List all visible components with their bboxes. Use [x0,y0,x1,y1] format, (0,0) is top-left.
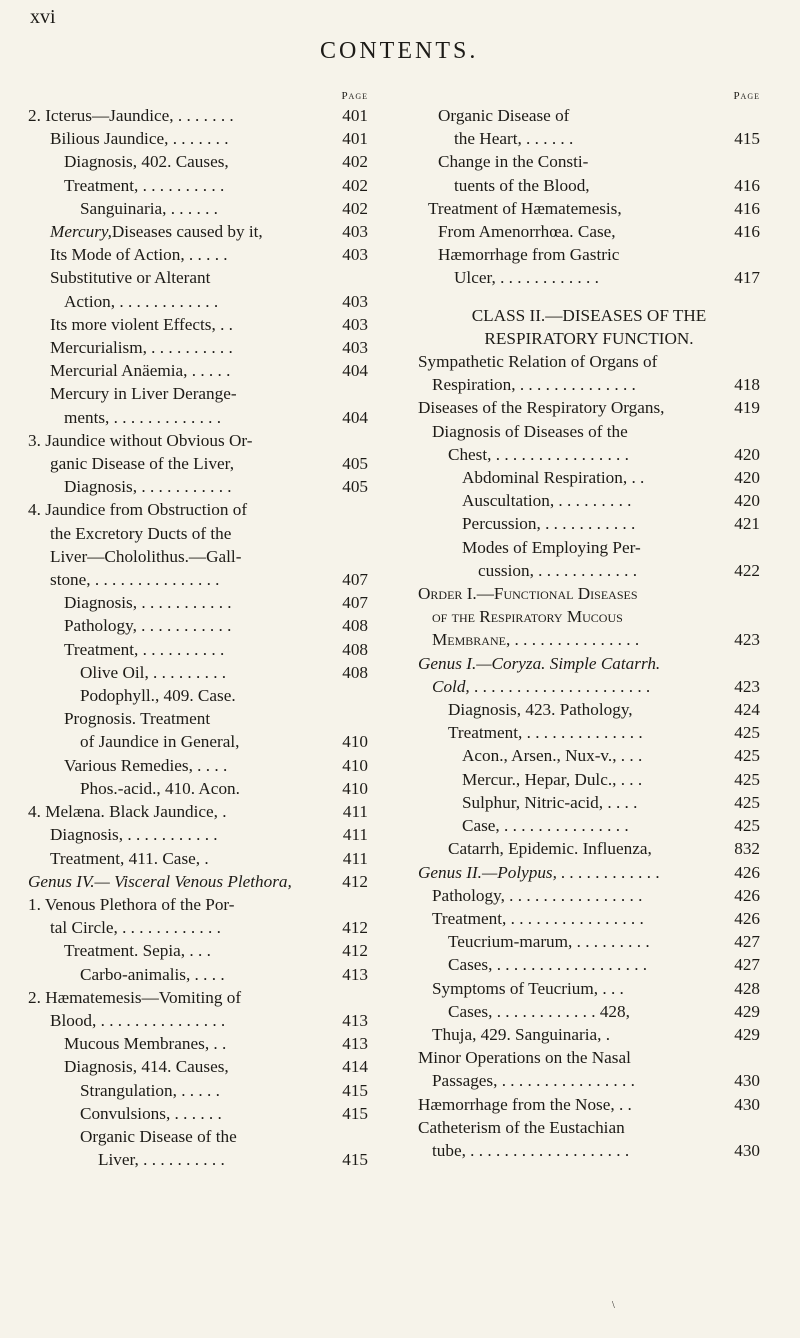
toc-entry [28,963,368,986]
toc-entry-text: Diagnosis, . . . . . . . . . . . [64,477,232,497]
toc-entry-page: 407 [342,570,368,590]
toc-entry [418,1000,760,1023]
toc-entry-text: Genus I.—Coryza. Simple Catarrh. [418,653,661,673]
toc-entry-text: 3. Jaundice without Obvious Or- [28,430,253,450]
footer-mark: \ [612,1300,615,1311]
toc-entry-text: Treatment. Sepia, . . . [64,941,211,961]
toc-entry-text: Minor Operations on the Nasal [418,1048,631,1068]
toc-entry [28,684,368,707]
toc-entry [418,174,760,197]
toc-entry-page: 425 [734,769,760,789]
toc-entry-text: Diagnosis of Diseases of the [432,421,628,441]
toc-entry-text: Thuja, 429. Sanguinaria, . [432,1024,611,1044]
toc-entry-text: 1. Venous Plethora of the Por- [28,894,235,914]
toc-entry-page: 427 [734,932,760,952]
toc-entry [418,582,760,605]
toc-entry-text: stone, . . . . . . . . . . . . . . . [50,570,220,590]
toc-entry-text: Olive Oil, . . . . . . . . . [80,662,227,682]
toc-entry-text: Organic Disease of [438,106,570,125]
toc-entry [28,313,368,336]
toc-entry-page: 429 [734,1024,760,1044]
toc-entry-text: Treatment, . . . . . . . . . . . . . . [448,723,643,743]
page-column-label: Page [341,90,368,102]
toc-entry [418,605,760,628]
toc-entry [28,1009,368,1032]
toc-entry [28,1032,368,1055]
toc-entry [418,420,760,443]
toc-entry-text: Membrane, . . . . . . . . . . . . . . . [432,630,640,650]
toc-entry-page: 403 [342,338,368,358]
toc-entry-text: Catarrh, Epidemic. Influenza, [448,839,652,859]
toc-entry-text: Teucrium-marum, . . . . . . . . . [448,932,650,952]
toc-entry-text: Mercury in Liver Derange- [50,384,237,404]
toc-entry-page: 424 [734,700,760,720]
toc-entry-page: 416 [734,175,760,195]
toc-entry-text: Symptoms of Teucrium, . . . [432,978,624,998]
toc-entry [28,1148,368,1171]
toc-entry [418,977,760,1000]
toc-entry-text: Hæmorrhage from Gastric [438,245,620,265]
toc-entry [28,638,368,661]
toc-entry-page: 415 [342,1103,368,1123]
toc-entry-text: Abdominal Respiration, . . [462,468,645,488]
toc-entry-text: Liver, . . . . . . . . . . [98,1150,225,1170]
right-column [418,90,760,1162]
toc-entry [418,512,760,535]
toc-entry [28,522,368,545]
toc-entry-text: Chest, . . . . . . . . . . . . . . . . [448,444,629,464]
toc-entry-text: Phos.-acid., 410. Acon. [80,778,240,798]
toc-entry-page: 410 [342,778,368,798]
toc-entry-page: 425 [734,816,760,836]
toc-entry-text: Cases, . . . . . . . . . . . . . . . . . . [448,955,648,975]
toc-entry-text: cussion, . . . . . . . . . . . . [478,560,637,580]
toc-entry-text: Order I.—Functional Diseases [418,584,638,604]
toc-entry [28,1102,368,1125]
toc-entry [28,150,368,173]
toc-entry-text: Pathology, . . . . . . . . . . . . . . . . [432,885,643,905]
toc-entry [28,104,368,127]
toc-entry-text: Catheterism of the Eustachian [418,1117,625,1137]
toc-entry-text: From Amenorrhœa. Case, [438,222,616,242]
toc-entry-text: ments, . . . . . . . . . . . . . [64,407,222,427]
toc-entry [28,847,368,870]
toc-entry-page: 410 [342,755,368,775]
toc-entry-text: Organic Disease of the [80,1126,237,1146]
toc-entry-text: Cases, . . . . . . . . . . . . 428, [448,1001,630,1021]
toc-entry-page: 426 [734,908,760,928]
toc-entry-page: 408 [342,639,368,659]
toc-entry-page: 421 [734,514,760,534]
toc-entry-page: 415 [342,1150,368,1170]
toc-entry-page: 401 [342,129,368,149]
toc-entry-text: Genus II.—Polypus, . . . . . . . . . . . . [418,862,661,882]
toc-entry [28,800,368,823]
toc-entry [28,382,368,405]
toc-entry-page: 427 [734,955,760,975]
toc-entry-text: Action, . . . . . . . . . . . . [64,291,219,311]
toc-entry-page: 430 [734,1140,760,1160]
toc-entry-text: Treatment of Hæmatemesis, [428,198,622,218]
toc-entry-text: Treatment, . . . . . . . . . . [64,175,225,195]
toc-entry [28,893,368,916]
toc-entry-text: Pathology, . . . . . . . . . . . [64,616,232,636]
toc-entry [418,953,760,976]
toc-entry-text: Mercurial Anäemia, . . . . . [50,361,231,381]
toc-entry [418,1116,760,1139]
toc-entry [418,814,760,837]
toc-entry-italic-label: Genus IV.— Visceral Venous Plethora, [28,871,292,891]
toc-entry-page: 413 [342,964,368,984]
toc-entry-page: 429 [734,1001,760,1021]
toc-entry [28,174,368,197]
toc-entry [418,350,760,373]
toc-entry-text: Various Remedies, . . . . [64,755,228,775]
toc-entry-text: Auscultation, . . . . . . . . . [462,491,632,511]
toc-entry [418,489,760,512]
toc-entry [28,243,368,266]
toc-entry-text: Respiration, . . . . . . . . . . . . . . [432,375,636,395]
toc-entry-page: 402 [342,175,368,195]
toc-entry-text: of the Respiratory Mucous [432,607,623,627]
toc-entry [418,327,760,350]
toc-entry [28,290,368,313]
toc-entry-page: 413 [342,1010,368,1030]
toc-entry-text: Diagnosis, 423. Pathology, [448,700,633,720]
toc-entry-page: 403 [342,291,368,311]
toc-entry-text: ganic Disease of the Liver, [50,454,235,474]
toc-entry-text: Its more violent Effects, . . [50,314,233,334]
toc-entry [418,266,760,289]
toc-entry [418,907,760,930]
toc-entry-page: 404 [342,407,368,427]
toc-entry-text: Diagnosis, 414. Causes, [64,1057,229,1077]
toc-entry [418,304,760,327]
toc-entry-text: Case, . . . . . . . . . . . . . . . [462,816,629,836]
toc-entry-page: 403 [342,314,368,334]
toc-entry-italic-label: Mercury, [50,222,112,242]
left-entries [28,104,368,1171]
toc-entry [28,568,368,591]
toc-entry-page: 401 [342,106,368,125]
toc-entry [418,373,760,396]
toc-entry-page: 417 [734,268,760,288]
toc-entry-text: 4. Melæna. Black Jaundice, . [28,802,227,822]
toc-entry-text: Bilious Jaundice, . . . . . . . [50,129,229,149]
toc-entry-text: Sanguinaria, . . . . . . [80,198,218,218]
toc-entry-page: 410 [342,732,368,752]
toc-entry [28,754,368,777]
toc-entry-page: 415 [734,129,760,149]
toc-entry [418,698,760,721]
toc-entry [418,628,760,651]
toc-entry [28,406,368,429]
toc-entry-page: 426 [734,862,760,882]
toc-entry [418,104,760,127]
toc-entry-page: 403 [342,222,368,242]
toc-entry [28,916,368,939]
toc-entry-text: Modes of Employing Per- [462,537,641,557]
left-column [28,90,368,1171]
toc-entry-text: Substitutive or Alterant [50,268,211,288]
toc-entry [28,707,368,730]
toc-entry-page: 420 [734,468,760,488]
toc-entry-text: Liver—Chololithus.—Gall- [50,546,242,566]
toc-entry-text: Diagnosis, . . . . . . . . . . . [50,825,218,845]
toc-entry-text: Mercur., Hepar, Dulc., . . . [462,769,643,789]
toc-entry-page: 412 [342,918,368,938]
toc-entry-text: 2. Icterus—Jaundice, . . . . . . . [28,106,234,125]
toc-entry [28,197,368,220]
toc-entry [418,652,760,675]
toc-entry [418,559,760,582]
toc-entry-text: Hæmorrhage from the Nose, . . [418,1094,632,1114]
toc-entry [418,150,760,173]
toc-entry-page: 402 [342,152,368,172]
toc-entry [418,930,760,953]
toc-entry-page: 404 [342,361,368,381]
toc-entry-text: Percussion, . . . . . . . . . . . [462,514,636,534]
toc-entry-text: Change in the Consti- [438,152,589,172]
toc-entry [28,730,368,753]
toc-entry [28,429,368,452]
toc-entry [28,1125,368,1148]
toc-entry-page: 418 [734,375,760,395]
toc-entry-text: Treatment, . . . . . . . . . . [64,639,225,659]
toc-entry [28,359,368,382]
toc-entry-text: Treatment, . . . . . . . . . . . . . . . . [432,908,644,928]
toc-entry-text: the Heart, . . . . . . [454,129,574,149]
toc-entry [28,614,368,637]
toc-entry [418,1046,760,1069]
toc-entry-page: 425 [734,746,760,766]
toc-entry [418,861,760,884]
toc-entry-page: 832 [734,839,760,859]
toc-entry [28,661,368,684]
toc-entry-page: 412 [342,941,368,961]
running-head: CONTENTS. [320,38,479,64]
toc-entry-text: RESPIRATORY FUNCTION. [484,328,694,348]
toc-entry-text: Convulsions, . . . . . . [80,1103,222,1123]
toc-entry [28,870,368,893]
toc-entry-page: 426 [734,885,760,905]
toc-entry-page: 408 [342,616,368,636]
toc-entry-page: 423 [734,676,760,696]
toc-entry-page: 402 [342,198,368,218]
toc-entry [418,396,760,419]
toc-entry-text: Passages, . . . . . . . . . . . . . . . . [432,1071,635,1091]
toc-entry-text: Blood, . . . . . . . . . . . . . . . [50,1010,226,1030]
toc-entry [418,1093,760,1116]
page-number: xvi [30,6,56,28]
toc-entry-text: Its Mode of Action, . . . . . [50,245,228,265]
toc-entry [418,675,760,698]
toc-entry [418,127,760,150]
page-column-label: Page [733,90,760,102]
toc-entry-text: Carbo-animalis, . . . . [80,964,225,984]
toc-entry-text: Treatment, 411. Case, . [50,848,209,868]
toc-entry [28,545,368,568]
toc-entry-page: 411 [342,802,368,822]
toc-entry-page: 403 [342,245,368,265]
toc-entry-page: 411 [342,848,368,868]
toc-entry-page: 407 [342,593,368,613]
toc-entry-text: Diagnosis, 402. Causes, [64,152,229,172]
toc-entry-page: 425 [734,792,760,812]
toc-entry-text: tuents of the Blood, [454,175,590,195]
toc-entry-page: 414 [342,1057,368,1077]
toc-entry [418,197,760,220]
toc-entry [418,220,760,243]
toc-entry [418,1069,760,1092]
toc-entry-page: 405 [342,477,368,497]
toc-entry [28,498,368,521]
toc-entry-text: 2. Hæmatemesis—Vomiting of [28,987,242,1007]
toc-entry [28,939,368,962]
toc-entry-page: 420 [734,491,760,511]
toc-entry [28,475,368,498]
toc-entry-page: 411 [342,825,368,845]
toc-entry [418,243,760,266]
toc-entry-page: 413 [342,1034,368,1054]
toc-entry [418,884,760,907]
toc-entry-page: 416 [734,198,760,218]
toc-entry-text: Mercurialism, . . . . . . . . . . [50,338,233,358]
toc-entry-page: 430 [734,1071,760,1091]
toc-entry-text: CLASS II.—DISEASES OF THE [471,305,707,325]
toc-entry-page: 425 [734,723,760,743]
toc-entry-page: 412 [342,871,368,891]
toc-entry-page: 405 [342,454,368,474]
toc-entry [28,1055,368,1078]
toc-entry-text: 4. Jaundice from Obstruction of [28,500,248,520]
toc-entry [418,1139,760,1162]
toc-entry [28,266,368,289]
toc-entry [418,466,760,489]
toc-entry [418,536,760,559]
toc-entry [28,220,368,243]
toc-entry [28,336,368,359]
toc-entry-text: Cold, . . . . . . . . . . . . . . . . . . . . . [432,676,651,696]
toc-entry-page: 423 [734,630,760,650]
toc-entry-page: 430 [734,1094,760,1114]
toc-entry-text: Sulphur, Nitric-acid, . . . . [462,792,638,812]
toc-entry-page: 420 [734,444,760,464]
toc-entry [28,1079,368,1102]
toc-entry-text: tal Circle, . . . . . . . . . . . . [50,918,221,938]
toc-entry-page: 422 [734,560,760,580]
toc-entry-text: Diseases caused by it, [111,222,263,242]
toc-entry-text: Ulcer, . . . . . . . . . . . . [454,268,599,288]
toc-entry [28,591,368,614]
toc-entry [418,443,760,466]
toc-entry-page: 408 [342,662,368,682]
toc-entry-text: Strangulation, . . . . . [80,1080,220,1100]
toc-entry-text: the Excretory Ducts of the [50,523,232,543]
toc-entry [28,452,368,475]
toc-entry-text: Diseases of the Respiratory Organs, [418,398,665,418]
toc-entry-text: of Jaundice in General, [80,732,240,752]
toc-entry-page: 416 [734,222,760,242]
toc-entry-text: Sympathetic Relation of Organs of [418,352,658,372]
toc-entry [28,777,368,800]
toc-entry [28,127,368,150]
toc-entry-page: 428 [734,978,760,998]
toc-entry [418,791,760,814]
toc-entry [418,837,760,860]
toc-entry [418,1023,760,1046]
toc-entry-text: Podophyll., 409. Case. [80,686,236,706]
toc-entry-text: tube, . . . . . . . . . . . . . . . . . . . [432,1140,630,1160]
right-entries [418,104,760,1162]
toc-entry [28,986,368,1009]
toc-entry [418,744,760,767]
toc-entry-page: 415 [342,1080,368,1100]
toc-entry-text: Diagnosis, . . . . . . . . . . . [64,593,232,613]
toc-entry [418,768,760,791]
toc-entry [418,721,760,744]
toc-entry [418,290,760,304]
toc-entry-page: 419 [734,398,760,418]
toc-entry-text: Acon., Arsen., Nux-v., . . . [462,746,643,766]
toc-entry [28,823,368,846]
toc-entry-text: Mucous Membranes, . . [64,1034,227,1054]
toc-entry-text: Prognosis. Treatment [64,709,211,729]
